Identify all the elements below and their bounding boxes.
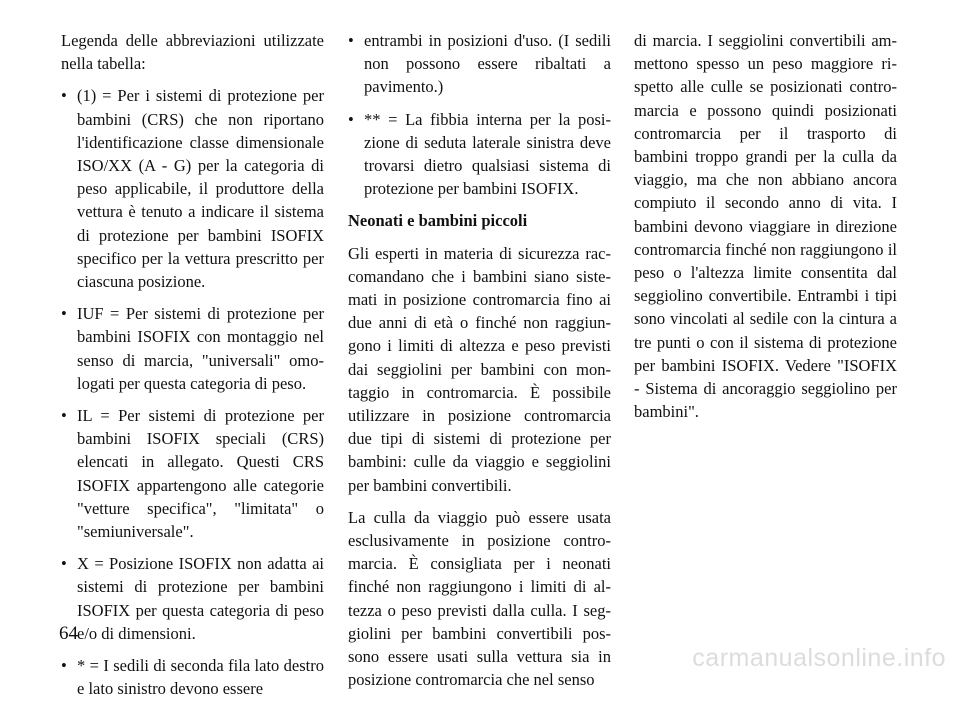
list-item: • X = Posizione ISOFIX non adatta ai sistemi di protezione per bambini ISOFIX per questa categoria di peso e/o di dimensioni. [61, 552, 324, 645]
page-number: 64 [59, 623, 78, 644]
text-column-right [634, 29, 897, 432]
abbreviation-list-continued [348, 29, 611, 200]
list-item: • (1) = Per i sistemi di protezione per bambini (CRS) che non riportano l'identificazione classe dimensionale ISO/XX (A - G) per la categoria di peso applicabile, il produttore della vettura è tenuto a indicare il sistema di protezione per bambini ISOFIX specifico per la vettura prescritto per ciascuna posizione. [61, 84, 324, 293]
text-column-middle [348, 29, 611, 700]
paragraph: di marcia. I seggiolini convertibili ammettono spesso un peso maggiore rispetto alle culle se posizionati contromarcia e possono quindi posizionati contromarcia per il trasporto di bambini troppo grandi per la culla da viaggio, ma che non abbiano ancora compiuto il secondo anno di vita. I bambini devono viaggiare in direzione contromarcia finché non raggiungono il peso o l'altezza limite consentita dal seggiolino convertibile. Entrambi i tipi sono vincolati al sedile con la cintura a tre punti o con il sistema di protezione per bambini ISOFIX. Vedere "ISOFIX - Sistema di ancoraggio seggiolino per bambini". [634, 31, 897, 422]
list-item: • IUF = Per sistemi di protezione per bambini ISOFIX con montaggio nel senso di marcia, "universali" omologati per questa categoria di peso. [61, 302, 324, 395]
list-item: • * = I sedili di seconda fila lato destro e lato sinistro devono essere [61, 654, 324, 700]
paragraph: Gli esperti in materia di sicurezza raccomandano che i bambini siano sistemati in posizione contromarcia fino ai due anni di età o finché non raggiungono i limiti di altezza e peso previsti dai seggiolini per bambini con montaggio in contromarcia. È possibile utilizzare in posizione contromarcia due tipi di sistemi di protezione per bambini: culle da viaggio e seggiolini per bambini convertibili. [348, 243, 611, 495]
text-column-left [61, 29, 324, 709]
list-item: • IL = Per sistemi di protezione per bambini ISOFIX speciali (CRS) elencati in allegato. Questi CRS ISOFIX appartengono alle categorie "vetture specifica", "limitata" o "semiuniversale". [61, 404, 324, 543]
list-item-continuation: • entrambi in posizioni d'uso. (I sedili non possono essere ribaltati a pavimento.) [348, 29, 611, 99]
legend-intro: Legenda delle abbreviazioni utilizzate nella tabella: [61, 31, 324, 74]
paragraph: La culla da viaggio può essere usata esclusivamente in posizione contromarcia. È consigliata per i neonati finché non raggiungono i limiti di altezza o peso previsti dalla culla. I seggiolini per bambini convertibili possono essere usati sulla vettura sia in posizione contromarcia che nel senso [348, 507, 611, 690]
watermark-logo: carmanualsonline.info [692, 643, 946, 672]
section-heading: Neonati e bambini piccoli [348, 211, 528, 231]
abbreviation-list [61, 84, 324, 700]
list-item: • ** = La fibbia interna per la posizione di seduta laterale sinistra deve trovarsi dietro qualsiasi sistema di protezione per bambini ISOFIX. [348, 108, 611, 201]
